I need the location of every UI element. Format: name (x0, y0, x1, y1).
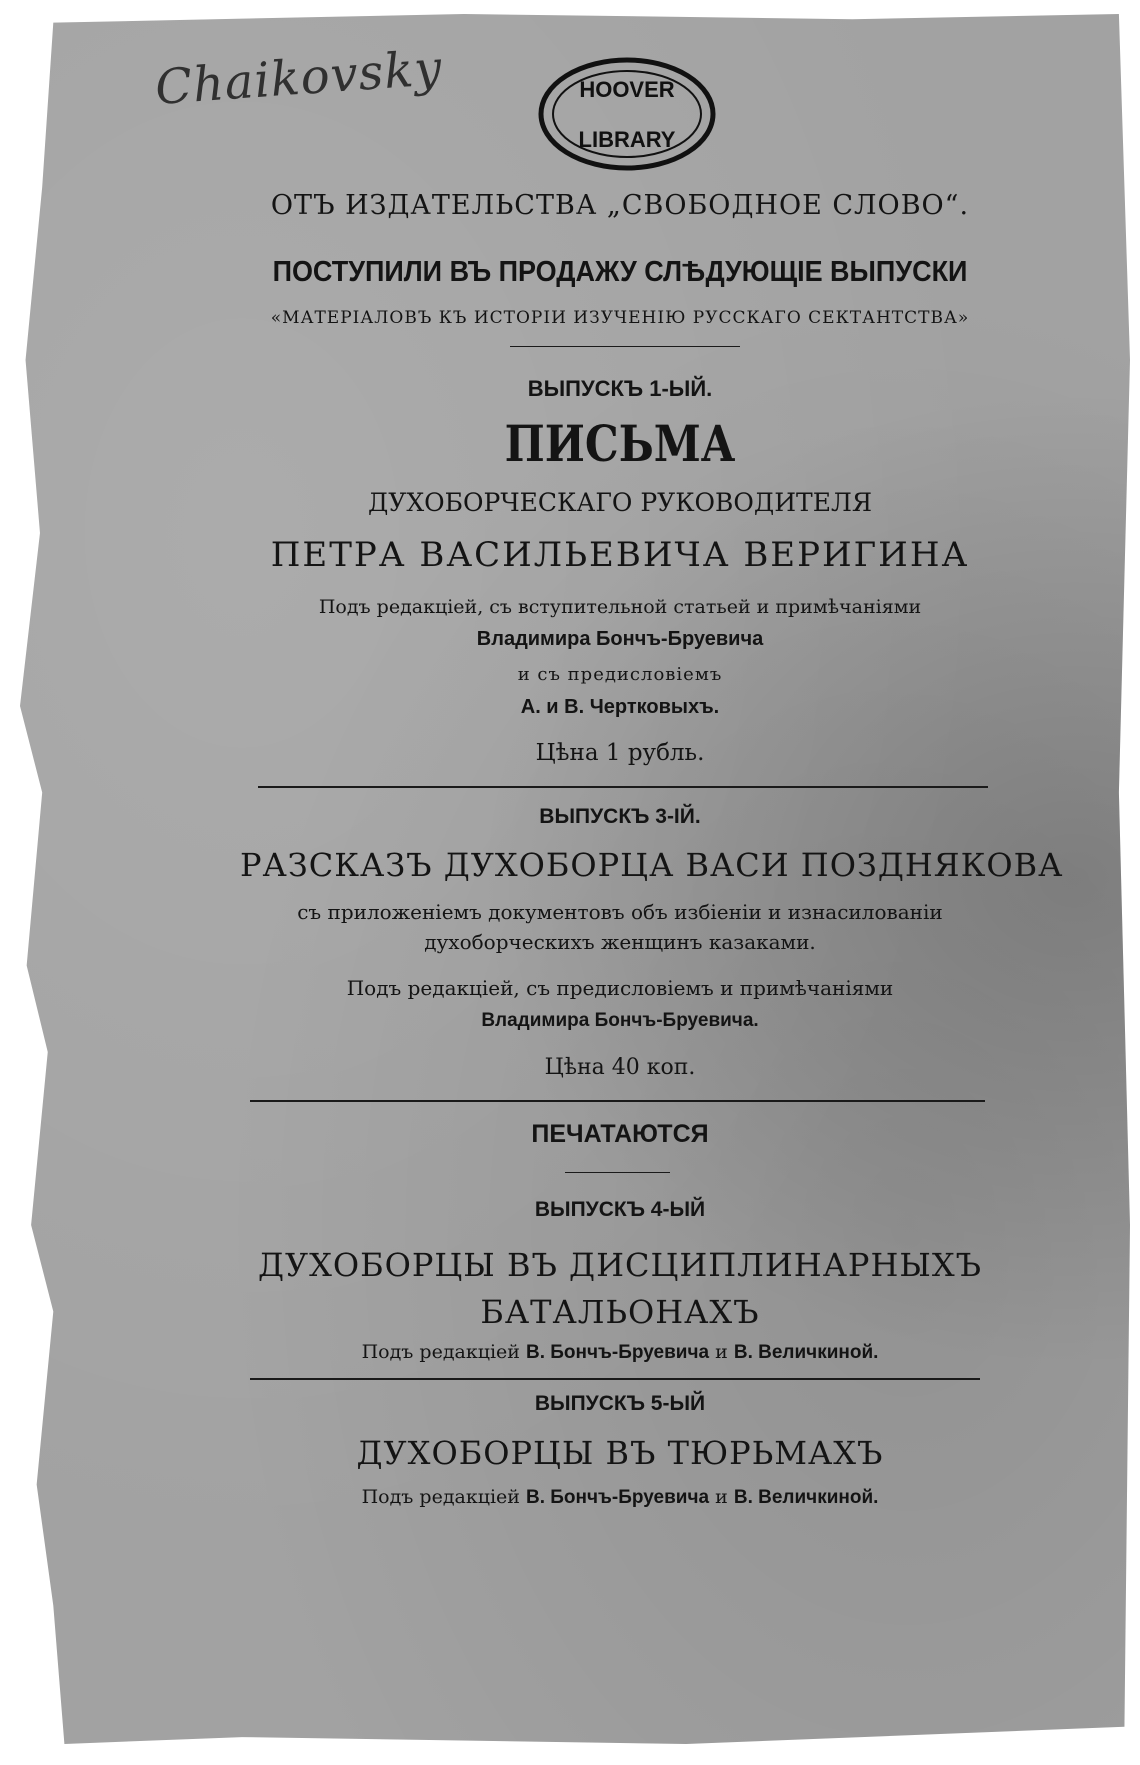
issue-1-title: ПИСЬМА (504, 414, 736, 473)
series-title: «МАТЕРІАЛОВЪ КЪ ИСТОРІИ ИЗУЧЕНІЮ РУССКАГО СЕКТАНТСТВА» (270, 308, 970, 328)
divider (250, 1378, 980, 1380)
issue-5-editor2: В. Величкиной. (733, 1487, 879, 1508)
issue-4-label: ВЫПУСКЪ 4-ЫЙ (534, 1198, 706, 1221)
divider (510, 346, 740, 347)
issue-1-preface-by: А. и В. Чертковыхъ. (520, 696, 720, 718)
issue-5-editor1: В. Бончъ-Бруевича (525, 1487, 710, 1508)
issue-4-edited-prefix: Подъ редакціей (361, 1341, 520, 1363)
issue-1-label: ВЫПУСКЪ 1-ЫЙ. (527, 376, 713, 401)
issue-5-editors (240, 1486, 1000, 1509)
divider (250, 1100, 985, 1102)
issue-4-conj: и (715, 1341, 728, 1363)
issue-4-title-line1: ДУХОБОРЦЫ ВЪ ДИСЦИПЛИНАРНЫХЪ (257, 1246, 983, 1284)
issue-5-conj: и (715, 1486, 728, 1508)
issue-1-subtitle: ДУХОБОРЧЕСКАГО РУКОВОДИТЕЛЯ (367, 488, 873, 517)
handwritten-signature: Chaikovsky (153, 40, 445, 116)
issue-5-label: ВЫПУСКЪ 5-ЫЙ (534, 1392, 706, 1415)
issue-1-edited: Подъ редакціей, съ вступительной статьей и примѣчаніями (318, 596, 922, 618)
issue-5-title: ДУХОБОРЦЫ ВЪ ТЮРЬМАХЪ (356, 1434, 884, 1472)
issue-1-editor: Владимира Бончъ-Бруевича (476, 628, 764, 650)
issue-3-label: ВЫПУСКЪ 3-ІЙ. (539, 805, 701, 828)
svg-text:LIBRARY: LIBRARY (578, 127, 676, 152)
issue-3-desc-line2: духоборческихъ женщинъ казаками. (424, 930, 816, 954)
publisher-line: ОТЪ ИЗДАТЕЛЬСТВА „СВОБОДНОЕ СЛОВО“. (270, 190, 970, 221)
issue-3-editor: Владимира Бончъ-Бруевича. (481, 1010, 759, 1031)
divider (565, 1172, 670, 1173)
issue-1-preface: и съ предисловіемъ (517, 664, 723, 685)
issue-4-title-line2: БАТАЛЬОНАХЪ (480, 1293, 760, 1331)
issue-1-price: Цѣна 1 рубль. (535, 740, 705, 766)
announcement-heading: ПОСТУПИЛИ ВЪ ПРОДАЖУ СЛѢДУЮЩІЕ ВЫПУСКИ (272, 256, 968, 288)
issue-3-price: Цѣна 40 коп. (544, 1055, 696, 1080)
svg-text:HOOVER: HOOVER (579, 77, 675, 102)
issue-3-desc-line1: съ приложеніемъ документовъ объ избіеніи и изнасилованіи (297, 900, 943, 924)
printing-heading: ПЕЧАТАЮТСЯ (531, 1120, 709, 1148)
issue-4-editor1: В. Бончъ-Бруевича (525, 1342, 710, 1363)
issue-1-person: ПЕТРА ВАСИЛЬЕВИЧА ВЕРИГИНА (270, 535, 970, 575)
issue-5-edited-prefix: Подъ редакціей (361, 1486, 520, 1508)
divider (258, 786, 988, 788)
issue-4-editors (240, 1341, 1000, 1364)
issue-3-edited: Подъ редакціей, съ предисловіемъ и примѣчаніями (346, 976, 894, 1000)
issue-4-editor2: В. Величкиной. (733, 1342, 879, 1363)
issue-3-title: РАЗСКАЗЪ ДУХОБОРЦА ВАСИ ПОЗДНЯКОВА (240, 846, 1064, 884)
